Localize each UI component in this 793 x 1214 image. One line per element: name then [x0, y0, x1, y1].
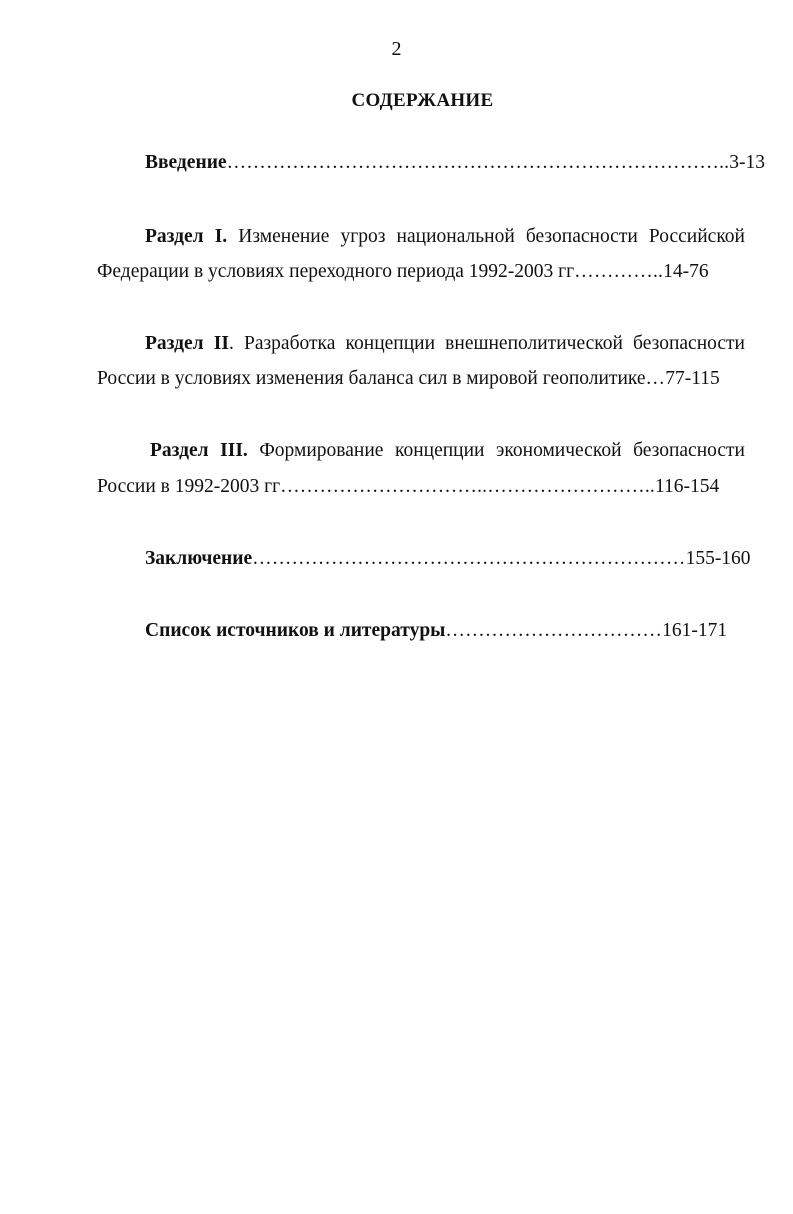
toc-entry-label: Список источников и литературы [145, 620, 446, 641]
toc-entry-label: Раздел I. [145, 226, 228, 247]
toc-entry-title: . Разработка концепции внешнеполитической безопасности [228, 333, 745, 354]
toc-entry-pages: 116-154 [655, 476, 720, 497]
toc-entry-section3-line1[interactable] [150, 440, 745, 462]
toc-entry-title: Изменение угроз национальной безопасности Российской [238, 226, 745, 247]
toc-entry-intro[interactable] [145, 152, 765, 174]
toc-leader-dots: ………………………………………………………… [252, 548, 686, 569]
toc-entry-section3-line2[interactable] [97, 476, 719, 498]
toc-entry-label: Заключение [145, 548, 253, 569]
toc-entry-section2-line1[interactable] [145, 333, 745, 355]
toc-entry-section2-line2[interactable] [97, 368, 720, 390]
toc-leader-dots: … [645, 368, 666, 389]
toc-entry-title-cont: России в условиях изменения баланса сил в мировой геополитике [97, 368, 646, 389]
toc-entry-label: Введение [145, 152, 227, 173]
toc-entry-title-cont: России в 1992-2003 гг [97, 476, 281, 497]
toc-title: СОДЕРЖАНИЕ [351, 90, 494, 111]
toc-entry-section1-line2[interactable] [97, 261, 709, 283]
toc-entry-references[interactable] [145, 620, 727, 642]
toc-entry-pages: 14-76 [663, 261, 709, 282]
toc-entry-pages: 161-171 [662, 620, 728, 641]
toc-entry-title-cont: Федерации в условиях переходного периода 1992-2003 гг [97, 261, 575, 282]
toc-leader-dots: ………….. [574, 261, 664, 282]
toc-leader-dots: ………………………………………………………………….. [226, 152, 730, 173]
toc-entry-title: Формирование концепции экономической безопасности [259, 440, 745, 461]
toc-entry-label: Раздел III. [150, 440, 248, 461]
toc-entry-pages: 77-115 [665, 368, 720, 389]
toc-entry-pages: 3-13 [729, 152, 765, 173]
toc-entry-section1-line1[interactable] [145, 226, 745, 248]
toc-leader-dots: …………………………..…………………….. [280, 476, 656, 497]
toc-leader-dots: …………………………… [445, 620, 663, 641]
toc-entry-conclusion[interactable] [145, 548, 751, 570]
toc-entry-label: Раздел II [145, 333, 229, 354]
page-number: 2 [391, 38, 402, 60]
toc-entry-pages: 155-160 [685, 548, 751, 569]
